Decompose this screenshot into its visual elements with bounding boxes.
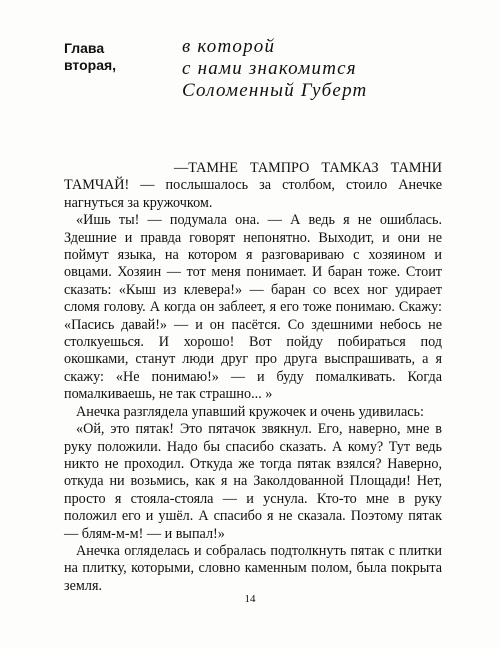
chapter-heading <box>64 40 116 74</box>
chapter-subtitle-line-2: с нами знакомится <box>182 58 357 79</box>
paragraph-5: Анечка огляделась и собралась подтолкнуть пятак с плитки на плитку, которыми, словно каменным полом, была покрыта земля. <box>64 542 442 594</box>
paragraph-2: «Ишь ты! — подумала она. — А ведь я не ошиблась. Здешние и правда говорят непонятно. Выходит, и они не поймут языка, на котором я разговариваю с хозяином и овцами. Хозяин — тот меня понимает. И баран тоже. Стоит сказать: «Кыш из клевера!» — баран со всех ног удирает сломя голову. А когда он заблеет, я его тоже понимаю. Скажу: «Пасись давай!» — и он пасётся. Со здешними небось не столкуешься. И хорошо! Вот пойду побираться под окошками, станут люди друг про друга выспрашивать, а я скажу: «Не понимаю!» — и буду помалкивать. Когда помалкиваешь, не так страшно... » <box>64 212 442 403</box>
body-text <box>64 160 442 595</box>
chapter-subtitle-line-3: Соломенный Губерт <box>182 80 368 101</box>
paragraph-1: —ТАМНЕ ТАМПРО ТАМКАЗ ТАМНИ ТАМЧАЙ! — послышалось за столбом, стоило Анечке нагнуться за кружочком. <box>64 160 442 211</box>
page-number: 14 <box>244 593 256 605</box>
paragraph-4: «Ой, это пятак! Это пятачок звякнул. Его, наверно, мне в руку положили. Надо бы спасибо сказать. А кому? Тут ведь никто не проходил. Откуда же тогда пятак взялся? Наверно, откуда ни возьмись, как я на Заколдованной Площади! Нет, просто я стояла-стояла — и уснула. Кто-то мне в руку положил его и ушёл. А спасибо я не сказала. Поэтому пятак — блям-м-м! — и выпал!» <box>64 421 442 542</box>
chapter-subtitle <box>182 36 367 102</box>
chapter-heading-line-1: Глава <box>64 40 105 56</box>
paragraph-3: Анечка разглядела упавший кружочек и очень удивилась: <box>76 403 424 420</box>
chapter-heading-line-2: вторая, <box>64 57 117 73</box>
chapter-subtitle-line-1: в которой <box>182 36 276 57</box>
